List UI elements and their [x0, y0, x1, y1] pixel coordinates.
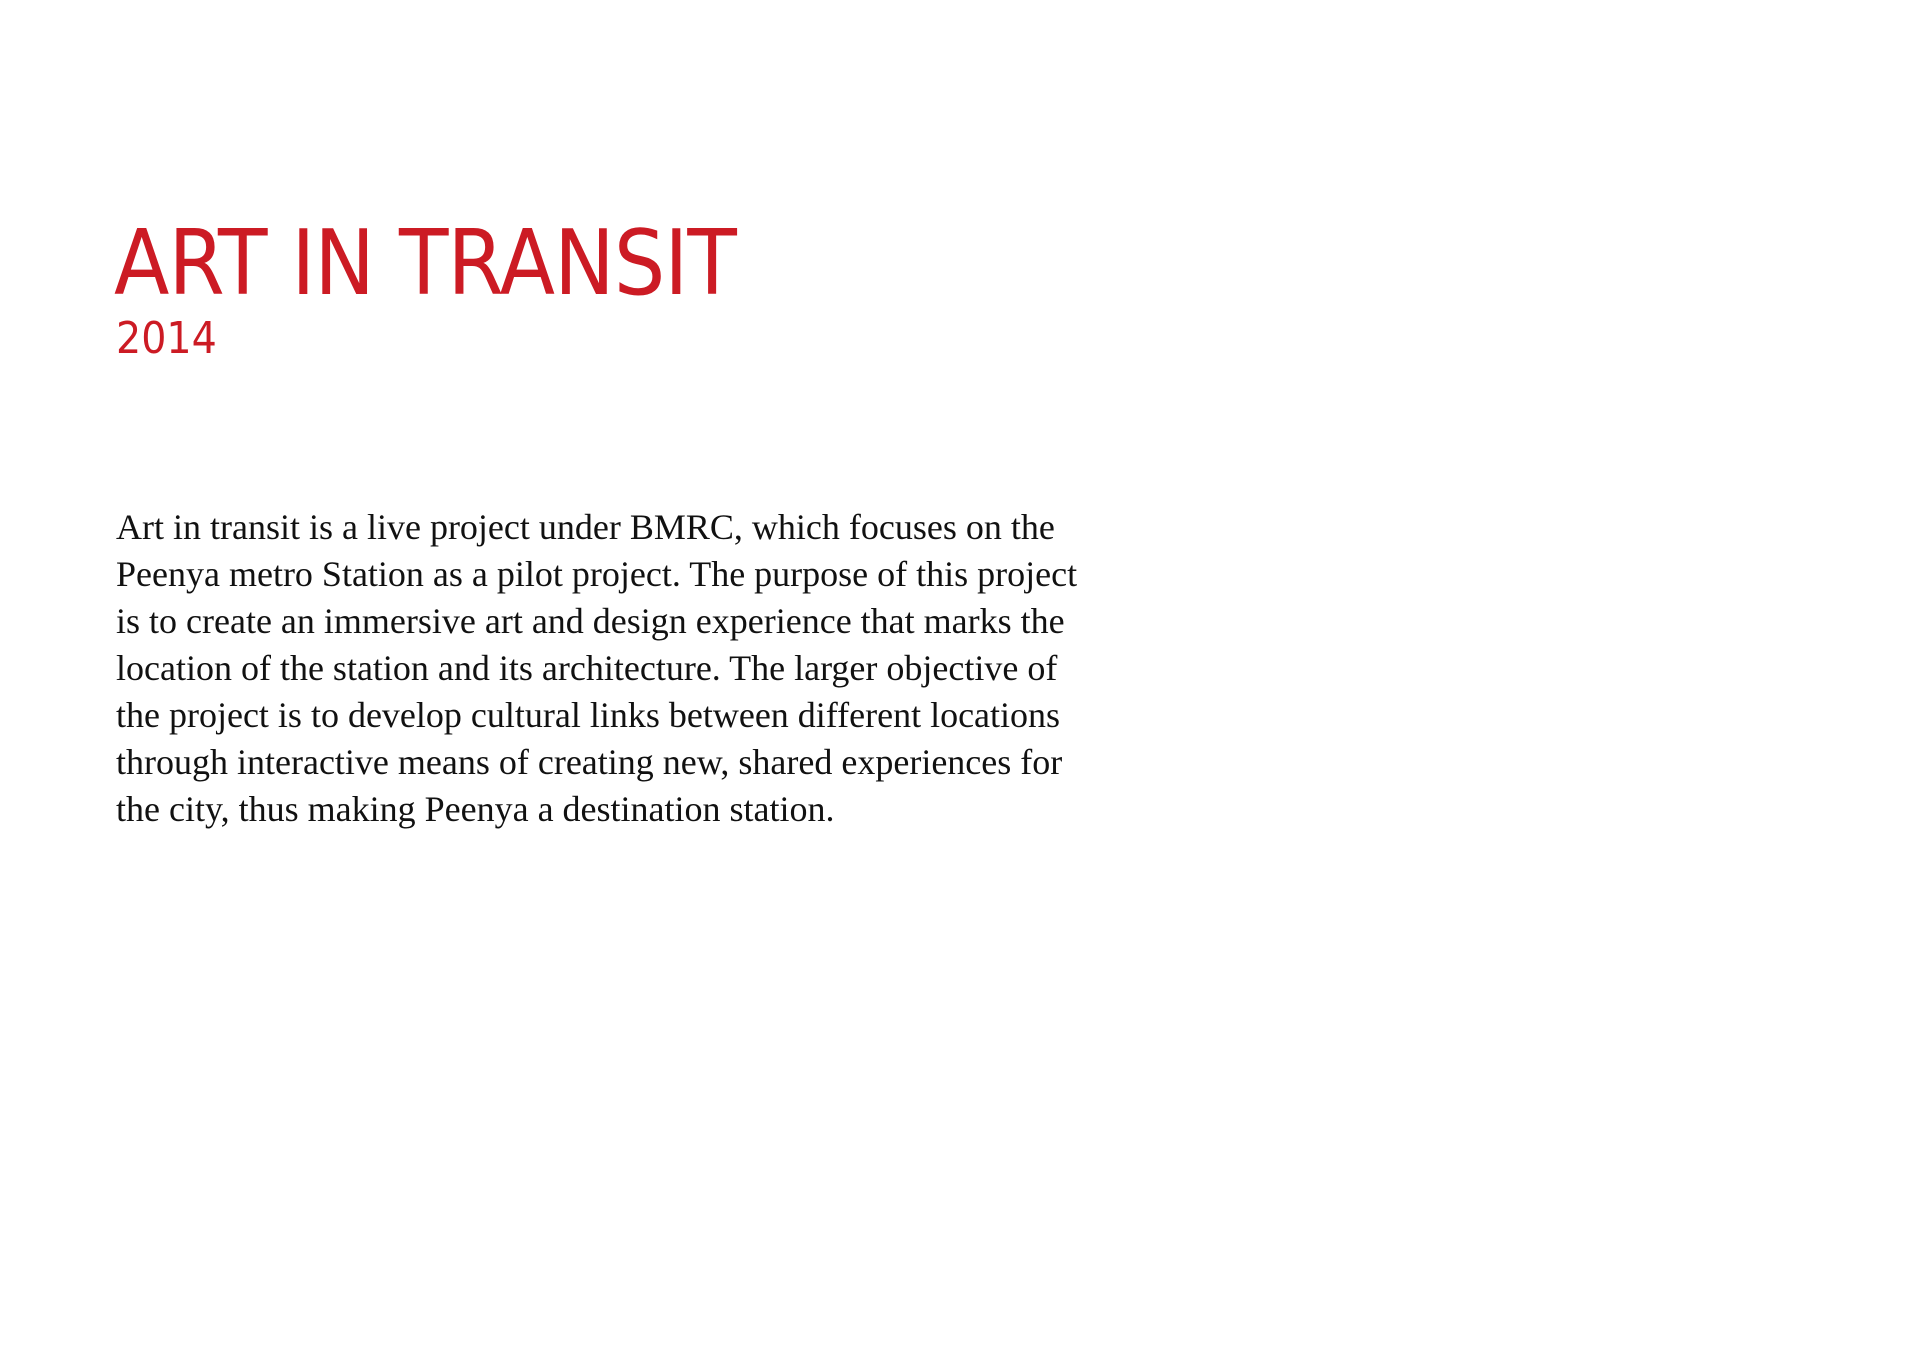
description-line: through interactive means of creating new, shared experiences for	[116, 742, 1063, 782]
page-title: ART IN TRANSIT	[114, 211, 736, 316]
description-line: location of the station and its architecture. The larger objective of	[116, 648, 1058, 688]
description-line: the project is to develop cultural links between different locations	[116, 695, 1061, 735]
description-line: Art in transit is a live project under BMRC, which focuses on the	[116, 507, 1055, 547]
description-line: Peenya metro Station as a pilot project. The purpose of this project	[116, 554, 1078, 594]
description-line: is to create an immersive art and design experience that marks the	[116, 601, 1065, 641]
description-paragraph	[116, 504, 1276, 833]
description-line: the city, thus making Peenya a destination station.	[116, 789, 835, 829]
project-year: 2014	[116, 313, 217, 364]
